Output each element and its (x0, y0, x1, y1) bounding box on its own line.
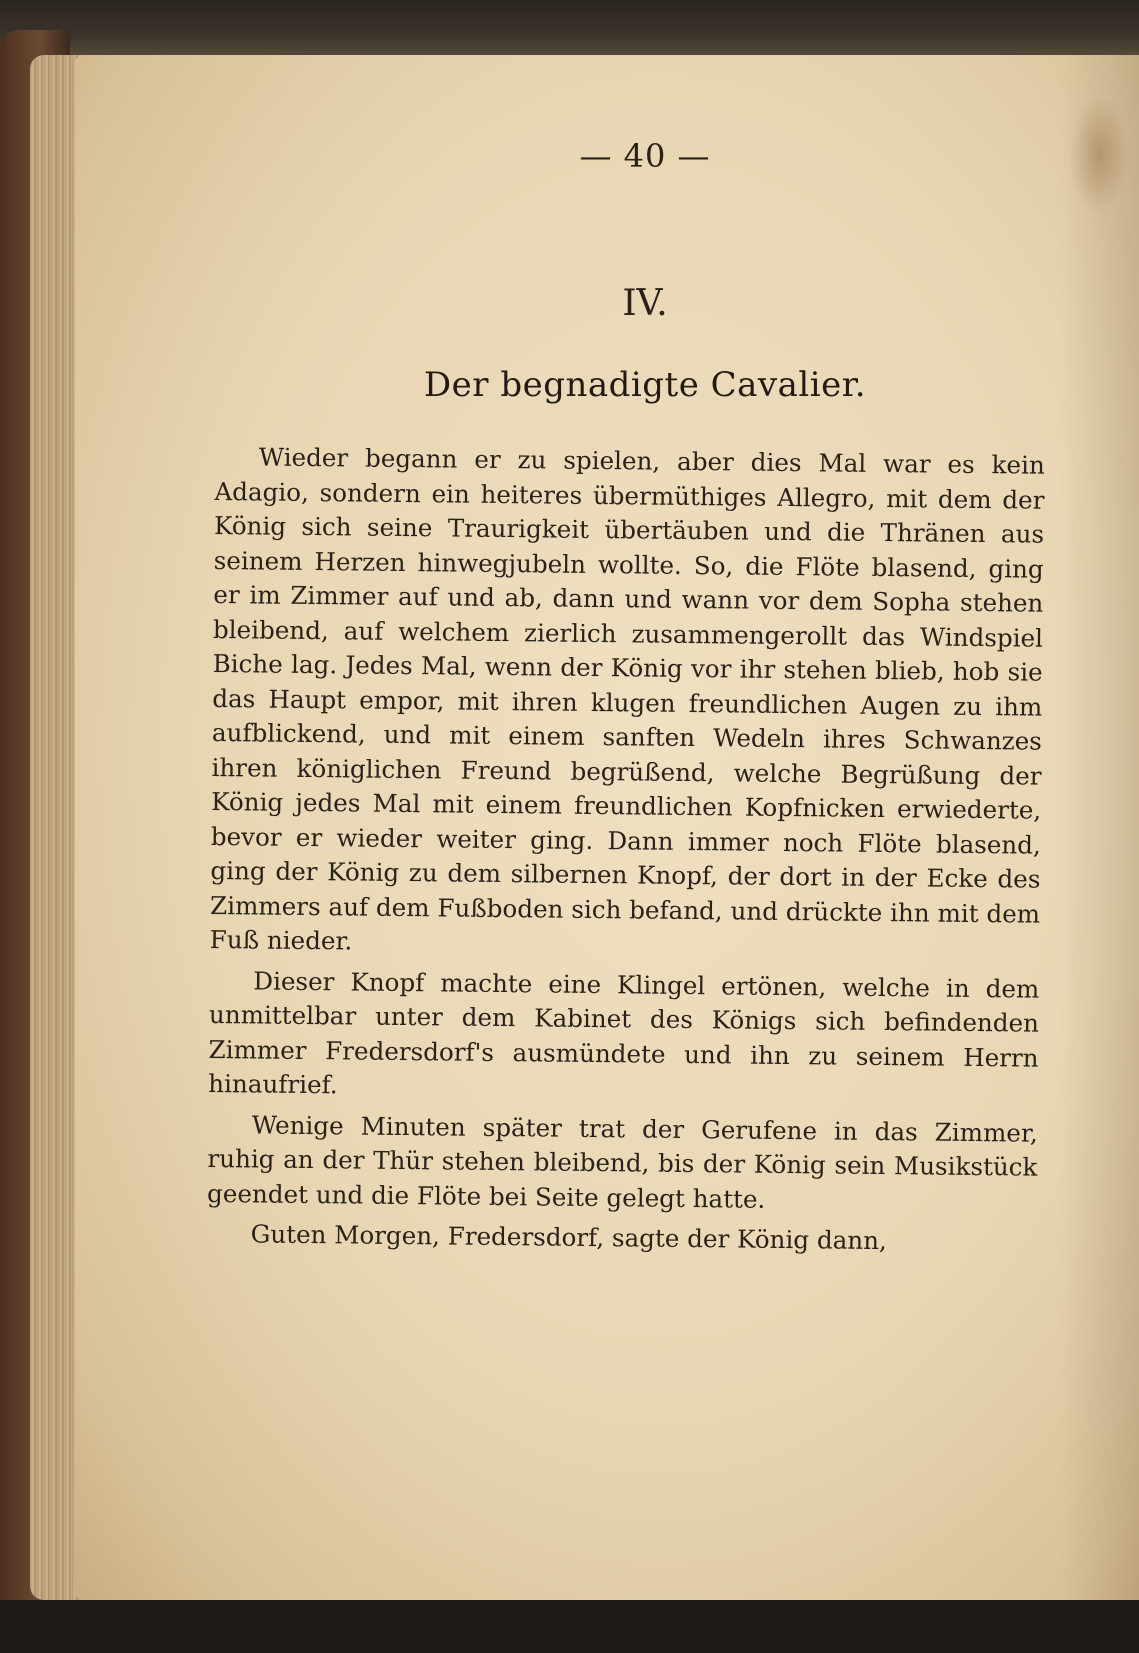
page-number: — 40 — (579, 137, 711, 175)
paragraph-3: Wenige Minuten später trat der Gerufene in das Zimmer, ruhig an der Thür stehen bleibend, bis der König sein Musikstück geendet und die Flöte bei Seite gelegt hatte. (206, 1109, 1038, 1214)
paragraph-1: Wieder begann er zu spielen, aber dies Mal war es kein Adagio, sondern ein heiteres übermüthiges Allegro, mit dem der König sich seine Traurigkeit übertäuben und die Thränen aus seinem Herzen hinwegjubeln wollte. So, die Flöte blasend, ging er im Zimmer auf und ab, dann und wann vor dem Sopha stehen bleibend, auf welchem zierlich zusammengerollt das Windspiel Biche lag. Jedes Mal, wenn der König vor ihr stehen blieb, hob sie das Haupt empor, mit ihren klugen freundlichen Augen zu ihm aufblickend, und mit einem sanften Wedeln ihres Schwanzes ihren königlichen Freund begrüßend, welche Begrüßung der König jedes Mal mit einem freundlichen Kopfnicken erwiederte, bevor er wieder weiter ging. Dann immer noch Flöte blasend, ging der König zu dem silbernen Knopf, der dort in der Ecke des Zimmers auf dem Fußboden sich befand, und drückte ihn mit dem Fuß nieder. (209, 442, 1045, 956)
body-text (207, 440, 1045, 1260)
chapter-numeral: IV. (622, 283, 668, 324)
paragraph-4: Guten Morgen, Fredersdorf, sagte der König dann, (250, 1219, 887, 1256)
book-cover-top-edge (0, 0, 1139, 60)
paragraph-2: Dieser Knopf machte eine Klingel ertönen, welche in dem unmittelbar unter dem Kabinet des Königs sich befindenden Zimmer Fredersdorf's ausmündete und ihn zu seinem Herrn hinaufrief. (208, 965, 1040, 1100)
paper-page (75, 55, 1139, 1600)
chapter-title: Der begnadigte Cavalier. (423, 365, 867, 405)
page-gutter-shadow (1059, 55, 1139, 1600)
paper-stain (1069, 95, 1129, 215)
scan-background-bottom (0, 1600, 1139, 1653)
